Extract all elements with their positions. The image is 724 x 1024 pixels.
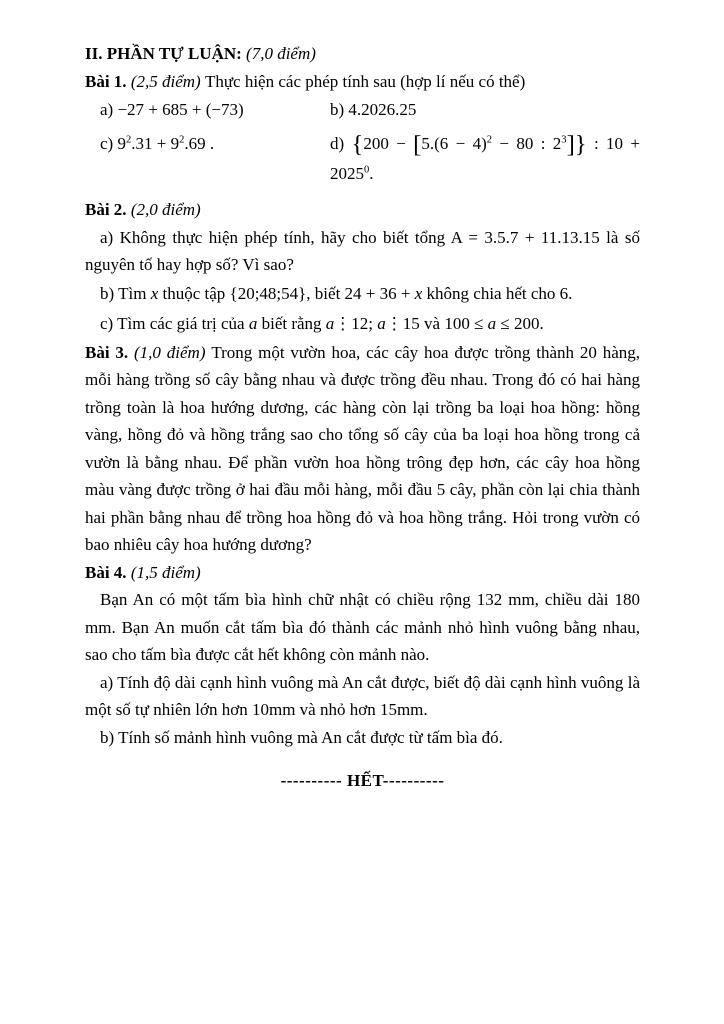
problem-4-title: Bài 4. (1,5 điểm) — [85, 562, 201, 582]
problem-1-item-d: d) {$200 - [5.(6 - 4)^2 - 80$ : $2^3$]} : $10 + 2025^0$. — [330, 130, 640, 183]
section-heading-title: II. PHẦN TỰ LUẬN: — [85, 44, 242, 63]
problem-1-row-2 — [85, 129, 640, 189]
problem-2-title: Bài 2. (2,0 điểm) — [85, 200, 201, 219]
problem-1-title: Bài 1. (2,5 điểm) Thực hiện các phép tính sau (hợp lí nếu có thể) — [85, 71, 526, 91]
problem-2-item-a: a) Không thực hiện phép tính, hãy cho biết tổng A = 3.5.7 + 11.13.15 là số nguyên tố hay hợp số? Vì sao? — [85, 227, 640, 274]
problem-4-item-a: a) Tính độ dài cạnh hình vuông mà An cắt được, biết độ dài cạnh hình vuông là một số tự nhiên lớn hơn 10mm và nhỏ hơn 15mm. — [85, 672, 640, 719]
problem-1-item-a: a) −27 + 685 + (−73) — [100, 100, 244, 119]
problem-1-row-1 — [85, 95, 640, 125]
problem-3-paragraph: Bài 3. (1,0 điểm) Trong một vườn hoa, các cây hoa được trồng thành 20 hàng, mỗi hàng trồng số cây bằng nhau và được trồng đều nhau. Trong đó có hai hàng trồng toàn là hoa hướng dương, các hàng còn lại trồng ba loại hoa hồng: hồng vàng, hồng đỏ và hồng trắng sao cho tổng số cây của ba loại hoa hồng trong cả vườn là bằng nhau. Để phần vườn hoa hồng trông đẹp hơn, các cây hoa hồng màu vàng được trồng ở hai đầu mỗi hàng, mỗi đầu 5 cây, phần còn lại chia thành hai phần bằng nhau để trồng hoa hồng đỏ và hoa hồng trắng. Hỏi trong vườn có bao nhiêu cây hoa hướng dương? — [85, 342, 640, 554]
problem-2-item-b: b) Tìm x thuộc tập {20;48;54}, biết 24 + 36 + x không chia hết cho 6. — [100, 283, 573, 303]
section-heading-points: (7,0 điểm) — [241, 44, 316, 63]
problem-4-item-b: b) Tính số mảnh hình vuông mà An cắt được từ tấm bìa đó. — [100, 727, 503, 747]
problem-4-paragraph: Bạn An có một tấm bìa hình chữ nhật có chiều rộng 132 mm, chiều dài 180 mm. Bạn An muốn cắt tấm bìa đó thành các mảnh nhỏ hình vuông bằng nhau, sao cho tấm bìa được cắt hết không còn mảnh nào. — [85, 590, 640, 664]
section-heading — [85, 40, 640, 68]
problem-1-item-c: c) $9^2.31 + 9^2.69$ . — [100, 134, 215, 153]
end-of-exam-marker: ---------- HẾT---------- — [280, 771, 445, 790]
problem-1-item-b: b) 4.2026.25 — [330, 100, 417, 119]
problem-2-item-c: c) Tìm các giá trị của a biết rằng a⋮12; a⋮15 và 100 ≤ a ≤ 200. — [100, 313, 544, 333]
